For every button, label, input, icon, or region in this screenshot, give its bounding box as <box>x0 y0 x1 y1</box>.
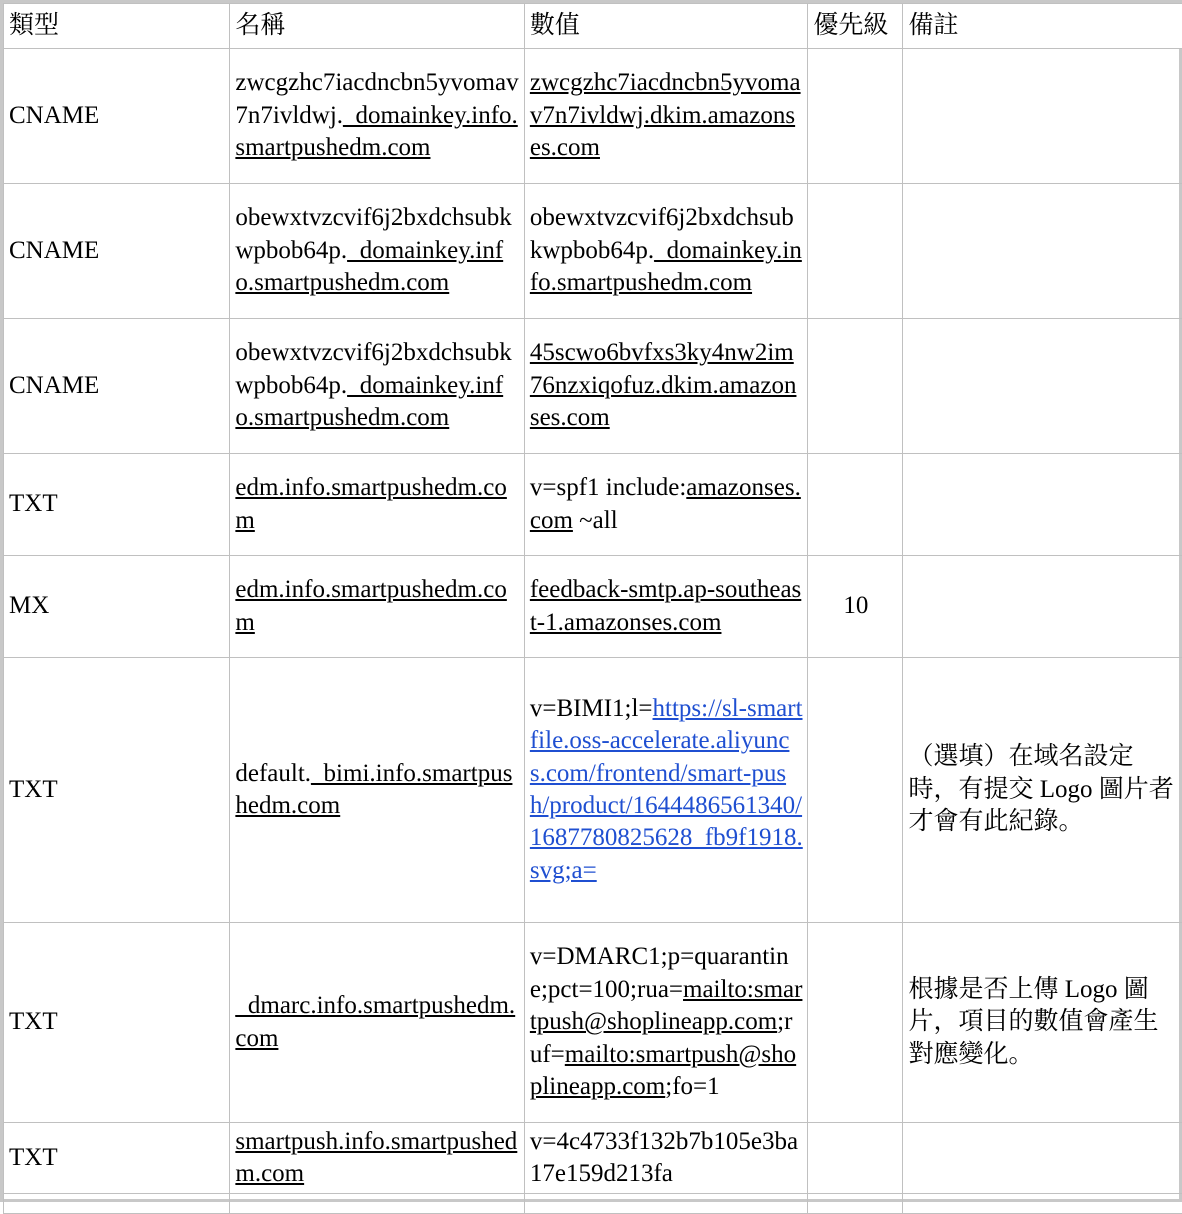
cell-note <box>903 1123 1182 1194</box>
cell-type: CNAME <box>4 184 230 319</box>
table-row <box>4 454 1182 556</box>
name-text: default. <box>235 760 311 787</box>
cell-type: MX <box>4 556 230 658</box>
name-link[interactable]: smartpush.info.smartpushedm.com <box>235 1128 517 1187</box>
value-text: obewxtvzcvif6j2bxdchsubkwpbob64p. <box>530 204 794 263</box>
value-text: ;ruf= <box>530 1008 793 1067</box>
cell-value <box>524 454 807 556</box>
cell-priority <box>808 923 903 1123</box>
cell-type: TXT <box>4 1123 230 1194</box>
cell-type: CNAME <box>4 49 230 184</box>
cell-value <box>524 1123 807 1194</box>
cell-name <box>230 49 524 184</box>
cell-value <box>524 184 807 319</box>
value-link[interactable]: mailto:smartpush@shoplineapp.com <box>530 1041 796 1100</box>
value-link[interactable]: mailto:smartpush@shoplineapp.com <box>530 976 803 1035</box>
cell-name <box>230 923 524 1123</box>
cell-priority <box>808 658 903 923</box>
name-link[interactable]: _domainkey.info.smartpushedm.com <box>235 372 503 431</box>
cell-value <box>524 923 807 1123</box>
name-link[interactable]: _domainkey.info.smartpushedm.com <box>235 237 503 296</box>
header-priority: 優先級 <box>808 4 903 49</box>
cell-name <box>230 556 524 658</box>
cell-type: TXT <box>4 454 230 556</box>
cell-note <box>903 184 1182 319</box>
table-row <box>4 49 1182 184</box>
name-link[interactable]: edm.info.smartpushedm.com <box>235 474 506 533</box>
header-row <box>4 4 1182 49</box>
cell-value <box>524 658 807 923</box>
header-note: 備註 <box>903 4 1182 49</box>
table-row <box>4 556 1182 658</box>
value-text: v=spf1 include: <box>530 474 686 501</box>
bimi-logo-link[interactable]: https://sl-smartfile.oss-accelerate.aliyuncs.com/frontend/smart-push/product/1644486561340/1687780825628_fb9f1918.svg;a= <box>530 695 803 884</box>
value-link[interactable]: _domainkey.info.smartpushedm.com <box>530 237 802 296</box>
cell-type: CNAME <box>4 319 230 454</box>
cell-note: （選填）在域名設定時，有提交 Logo 圖片者才會有此紀錄。 <box>903 658 1182 923</box>
value-link[interactable]: zwcgzhc7iacdncbn5yvomav7n7ivldwj.dkim.amazonses.com <box>530 69 801 161</box>
value-text: ;fo=1 <box>665 1073 719 1100</box>
table-row-partial <box>4 1194 1182 1214</box>
name-text: obewxtvzcvif6j2bxdchsubkwpbob64p. <box>235 204 511 263</box>
value-text: v=4c4733f132b7b105e3ba17e159d213fa <box>530 1128 798 1187</box>
cell-value <box>524 49 807 184</box>
name-text: obewxtvzcvif6j2bxdchsubkwpbob64p. <box>235 339 511 398</box>
header-name: 名稱 <box>230 4 524 49</box>
cell-priority <box>808 184 903 319</box>
value-link[interactable]: amazonses.com <box>530 474 801 533</box>
cell-type: TXT <box>4 923 230 1123</box>
cell-priority <box>808 49 903 184</box>
value-text: v=BIMI1;l= <box>530 695 653 722</box>
cell-note <box>903 454 1182 556</box>
table-row <box>4 923 1182 1123</box>
header-type: 類型 <box>4 4 230 49</box>
header-value: 數值 <box>524 4 807 49</box>
cell-priority <box>808 454 903 556</box>
table-row <box>4 658 1182 923</box>
name-link[interactable]: _domainkey.info.smartpushedm.com <box>235 102 517 161</box>
cell-name <box>230 319 524 454</box>
cell-name <box>230 454 524 556</box>
value-text: v=DMARC1;p=quarantine;pct=100;rua= <box>530 943 789 1002</box>
name-link[interactable]: _bimi.info.smartpushedm.com <box>235 760 512 819</box>
cell-note <box>903 49 1182 184</box>
cell-note: 根據是否上傳 Logo 圖片，項目的數值會產生對應變化。 <box>903 923 1182 1123</box>
cell-priority <box>808 1123 903 1194</box>
cell-type: TXT <box>4 658 230 923</box>
cell-name <box>230 184 524 319</box>
value-link[interactable]: feedback-smtp.ap-southeast-1.amazonses.com <box>530 576 801 635</box>
cell-name <box>230 658 524 923</box>
cell-name <box>230 1123 524 1194</box>
cell-priority: 10 <box>808 556 903 658</box>
table-row <box>4 184 1182 319</box>
dns-records-table <box>3 3 1182 1214</box>
cell-note <box>903 556 1182 658</box>
cell-priority <box>808 319 903 454</box>
cell-value <box>524 319 807 454</box>
value-link[interactable]: 45scwo6bvfxs3ky4nw2im76nzxiqofuz.dkim.amazonses.com <box>530 339 797 431</box>
name-link[interactable]: edm.info.smartpushedm.com <box>235 576 506 635</box>
table-row <box>4 1123 1182 1194</box>
cell-note <box>903 319 1182 454</box>
name-link[interactable]: _dmarc.info.smartpushedm.com <box>235 992 515 1051</box>
name-text: zwcgzhc7iacdncbn5yvomav7n7ivldwj. <box>235 69 518 128</box>
cell-value <box>524 556 807 658</box>
table-row <box>4 319 1182 454</box>
value-text: ~all <box>573 507 618 534</box>
